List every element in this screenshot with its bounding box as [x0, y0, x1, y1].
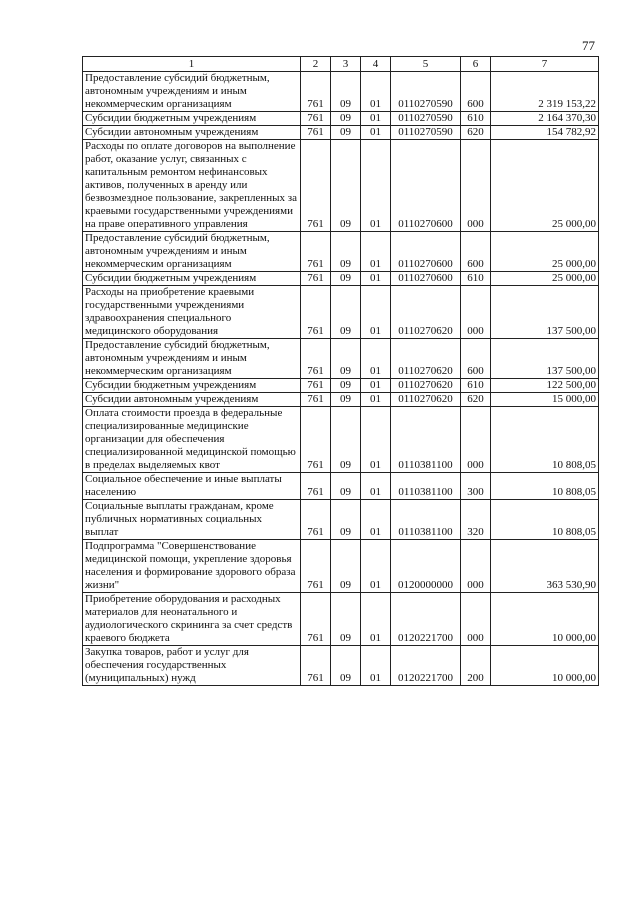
row-description: Субсидии бюджетным учреждениям — [83, 379, 301, 393]
row-section-code: 09 — [331, 140, 361, 232]
row-ministry-code: 761 — [301, 593, 331, 646]
row-amount: 25 000,00 — [491, 272, 599, 286]
row-section-code: 09 — [331, 593, 361, 646]
row-description: Субсидии бюджетным учреждениям — [83, 272, 301, 286]
row-subsection-code: 01 — [361, 232, 391, 272]
row-expense-type: 000 — [461, 593, 491, 646]
table-row — [83, 272, 599, 286]
header-cell: 3 — [331, 57, 361, 72]
row-section-code: 09 — [331, 339, 361, 379]
table-row — [83, 126, 599, 140]
table-row — [83, 286, 599, 339]
row-target-article: 0110381100 — [391, 500, 461, 540]
row-ministry-code: 761 — [301, 407, 331, 473]
row-amount: 137 500,00 — [491, 286, 599, 339]
row-amount: 2 164 370,30 — [491, 112, 599, 126]
budget-table — [82, 56, 599, 686]
row-expense-type: 000 — [461, 286, 491, 339]
row-ministry-code: 761 — [301, 140, 331, 232]
row-description: Расходы по оплате договоров на выполнение работ, оказание услуг, связанных с капитальным ремонтом нефинансовых активов, полученных в аренду или безвозмездное пользование, закрепленных за краевыми государственными учреждениями на праве оперативного управления — [83, 140, 301, 232]
row-ministry-code: 761 — [301, 286, 331, 339]
row-subsection-code: 01 — [361, 379, 391, 393]
row-ministry-code: 761 — [301, 379, 331, 393]
row-ministry-code: 761 — [301, 540, 331, 593]
row-section-code: 09 — [331, 232, 361, 272]
row-amount: 363 530,90 — [491, 540, 599, 593]
row-description: Подпрограмма "Совершенствование медицинской помощи, укрепление здоровья населения и формирование здорового образа жизни" — [83, 540, 301, 593]
row-amount: 25 000,00 — [491, 140, 599, 232]
row-amount: 15 000,00 — [491, 393, 599, 407]
row-description: Приобретение оборудования и расходных материалов для неонатального и аудиологического скрининга за счет средств краевого бюджета — [83, 593, 301, 646]
row-description: Предоставление субсидий бюджетным, автономным учреждениям и иным некоммерческим организациям — [83, 232, 301, 272]
row-section-code: 09 — [331, 112, 361, 126]
row-expense-type: 620 — [461, 126, 491, 140]
row-ministry-code: 761 — [301, 232, 331, 272]
row-subsection-code: 01 — [361, 126, 391, 140]
table-row — [83, 646, 599, 686]
row-target-article: 0110270590 — [391, 72, 461, 112]
row-target-article: 0110270620 — [391, 339, 461, 379]
row-target-article: 0110270600 — [391, 140, 461, 232]
row-section-code: 09 — [331, 540, 361, 593]
header-row — [83, 57, 599, 72]
row-description: Субсидии автономным учреждениям — [83, 393, 301, 407]
table-row — [83, 593, 599, 646]
row-expense-type: 610 — [461, 272, 491, 286]
row-subsection-code: 01 — [361, 500, 391, 540]
row-section-code: 09 — [331, 500, 361, 540]
row-target-article: 0120221700 — [391, 646, 461, 686]
row-subsection-code: 01 — [361, 540, 391, 593]
header-cell: 1 — [83, 57, 301, 72]
row-subsection-code: 01 — [361, 140, 391, 232]
row-section-code: 09 — [331, 272, 361, 286]
table-row — [83, 140, 599, 232]
row-expense-type: 300 — [461, 473, 491, 500]
table-row — [83, 500, 599, 540]
row-section-code: 09 — [331, 286, 361, 339]
row-expense-type: 620 — [461, 393, 491, 407]
row-description: Социальное обеспечение и иные выплаты населению — [83, 473, 301, 500]
row-amount: 25 000,00 — [491, 232, 599, 272]
row-target-article: 0110270590 — [391, 112, 461, 126]
page-number: 77 — [582, 38, 595, 53]
header-cell: 4 — [361, 57, 391, 72]
table-row — [83, 379, 599, 393]
table-row — [83, 72, 599, 112]
header-cell: 6 — [461, 57, 491, 72]
row-subsection-code: 01 — [361, 339, 391, 379]
row-amount: 10 808,05 — [491, 407, 599, 473]
row-expense-type: 000 — [461, 407, 491, 473]
row-ministry-code: 761 — [301, 339, 331, 379]
row-description: Предоставление субсидий бюджетным, автономным учреждениям и иным некоммерческим организациям — [83, 72, 301, 112]
row-section-code: 09 — [331, 646, 361, 686]
row-section-code: 09 — [331, 407, 361, 473]
row-ministry-code: 761 — [301, 500, 331, 540]
row-subsection-code: 01 — [361, 72, 391, 112]
row-subsection-code: 01 — [361, 112, 391, 126]
row-section-code: 09 — [331, 473, 361, 500]
row-description: Закупка товаров, работ и услуг для обеспечения государственных (муниципальных) нужд — [83, 646, 301, 686]
row-ministry-code: 761 — [301, 473, 331, 500]
table-body — [83, 72, 599, 686]
row-ministry-code: 761 — [301, 126, 331, 140]
row-target-article: 0110270600 — [391, 232, 461, 272]
header-cell: 5 — [391, 57, 461, 72]
row-amount: 122 500,00 — [491, 379, 599, 393]
row-target-article: 0120221700 — [391, 593, 461, 646]
header-cell: 7 — [491, 57, 599, 72]
row-expense-type: 000 — [461, 140, 491, 232]
row-expense-type: 600 — [461, 339, 491, 379]
row-target-article: 0110381100 — [391, 407, 461, 473]
row-subsection-code: 01 — [361, 286, 391, 339]
row-expense-type: 320 — [461, 500, 491, 540]
row-subsection-code: 01 — [361, 646, 391, 686]
table-row — [83, 473, 599, 500]
row-expense-type: 610 — [461, 379, 491, 393]
row-amount: 2 319 153,22 — [491, 72, 599, 112]
table-row — [83, 112, 599, 126]
table-row — [83, 540, 599, 593]
row-amount: 10 000,00 — [491, 646, 599, 686]
table-row — [83, 393, 599, 407]
row-expense-type: 600 — [461, 72, 491, 112]
row-target-article: 0110381100 — [391, 473, 461, 500]
row-description: Оплата стоимости проезда в федеральные специализированные медицинские организации для обеспечения специализированной медицинской помощью в пределах выделяемых квот — [83, 407, 301, 473]
row-expense-type: 000 — [461, 540, 491, 593]
row-subsection-code: 01 — [361, 407, 391, 473]
row-target-article: 0110270620 — [391, 393, 461, 407]
row-ministry-code: 761 — [301, 646, 331, 686]
row-description: Предоставление субсидий бюджетным, автономным учреждениям и иным некоммерческим организациям — [83, 339, 301, 379]
row-subsection-code: 01 — [361, 272, 391, 286]
row-amount: 137 500,00 — [491, 339, 599, 379]
row-target-article: 0110270590 — [391, 126, 461, 140]
row-target-article: 0110270620 — [391, 379, 461, 393]
row-ministry-code: 761 — [301, 393, 331, 407]
row-section-code: 09 — [331, 379, 361, 393]
row-expense-type: 610 — [461, 112, 491, 126]
row-expense-type: 200 — [461, 646, 491, 686]
row-section-code: 09 — [331, 393, 361, 407]
row-description: Социальные выплаты гражданам, кроме публичных нормативных социальных выплат — [83, 500, 301, 540]
row-amount: 154 782,92 — [491, 126, 599, 140]
row-description: Субсидии автономным учреждениям — [83, 126, 301, 140]
row-target-article: 0110270600 — [391, 272, 461, 286]
row-ministry-code: 761 — [301, 112, 331, 126]
row-description: Расходы на приобретение краевыми государственными учреждениями здравоохранения специального медицинского оборудования — [83, 286, 301, 339]
table-row — [83, 232, 599, 272]
row-subsection-code: 01 — [361, 473, 391, 500]
row-amount: 10 000,00 — [491, 593, 599, 646]
row-section-code: 09 — [331, 126, 361, 140]
table-row — [83, 407, 599, 473]
row-ministry-code: 761 — [301, 72, 331, 112]
row-amount: 10 808,05 — [491, 473, 599, 500]
row-target-article: 0110270620 — [391, 286, 461, 339]
row-subsection-code: 01 — [361, 393, 391, 407]
row-target-article: 0120000000 — [391, 540, 461, 593]
row-expense-type: 600 — [461, 232, 491, 272]
table-row — [83, 339, 599, 379]
row-ministry-code: 761 — [301, 272, 331, 286]
row-section-code: 09 — [331, 72, 361, 112]
header-cell: 2 — [301, 57, 331, 72]
row-amount: 10 808,05 — [491, 500, 599, 540]
row-subsection-code: 01 — [361, 593, 391, 646]
row-description: Субсидии бюджетным учреждениям — [83, 112, 301, 126]
